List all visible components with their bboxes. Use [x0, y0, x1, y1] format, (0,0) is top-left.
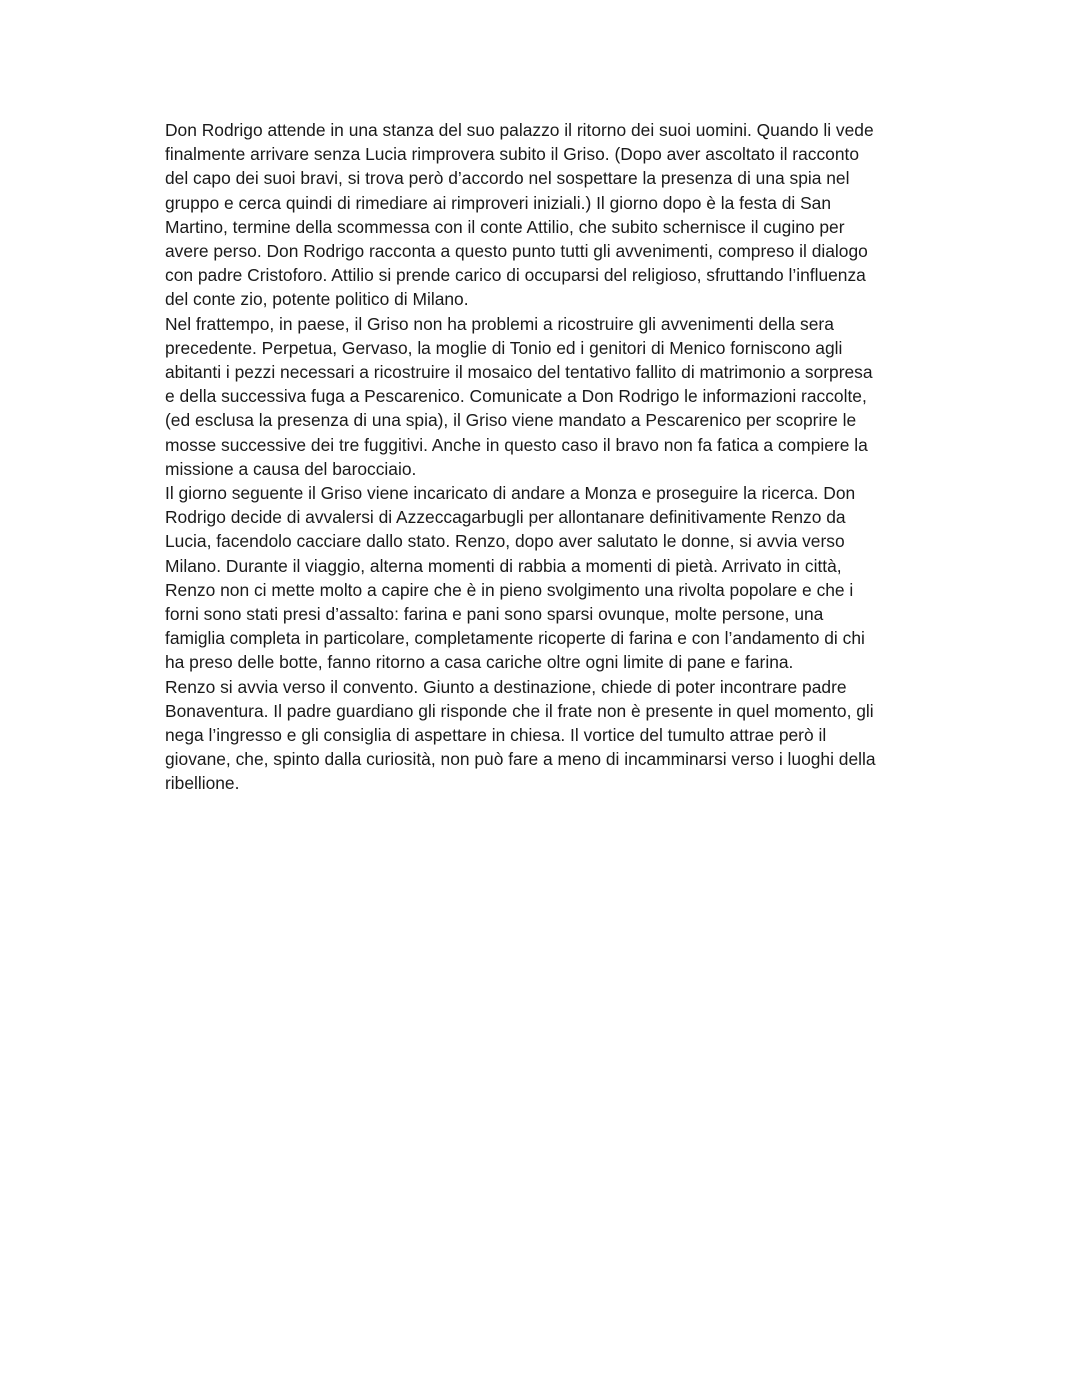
text-line: con padre Cristoforo. Attilio si prende carico di occuparsi del religioso, sfruttando l’influenza [165, 265, 866, 286]
text-line: e della successiva fuga a Pescarenico. Comunicate a Don Rodrigo le informazioni raccolte, [165, 386, 867, 407]
text-line: del capo dei suoi bravi, si trova però d’accordo nel sospettare la presenza di una spia nel [165, 168, 850, 189]
text-line: Nel frattempo, in paese, il Griso non ha problemi a ricostruire gli avvenimenti della sera [165, 313, 834, 334]
text-line: Bonaventura. Il padre guardiano gli risponde che il frate non è presente in quel momento, gli [165, 700, 874, 721]
text-line: ribellione. [165, 773, 240, 794]
body-text [165, 118, 925, 796]
text-line: giovane, che, spinto dalla curiosità, non può fare a meno di incamminarsi verso i luoghi della [165, 749, 876, 770]
text-line: Don Rodrigo attende in una stanza del suo palazzo il ritorno dei suoi uomini. Quando li vede [165, 120, 874, 140]
text-line: (ed esclusa la presenza di una spia), il Griso viene mandato a Pescarenico per scoprire le [165, 410, 857, 431]
text-line: gruppo e cerca quindi di rimediare ai rimproveri iniziali.) Il giorno dopo è la festa di San [165, 192, 832, 213]
text-line: famiglia completa in particolare, completamente ricoperte di farina e con l’andamento di chi [165, 628, 865, 649]
text-line: Renzo non ci mette molto a capire che è in pieno svolgimento una rivolta popolare e che i [165, 579, 854, 600]
text-line: Il giorno seguente il Griso viene incaricato di andare a Monza e proseguire la ricerca. Don [165, 483, 856, 504]
text-line: finalmente arrivare senza Lucia rimprovera subito il Griso. (Dopo aver ascoltato il racconto [165, 144, 859, 165]
text-line: Milano. Durante il viaggio, alterna momenti di rabbia a momenti di pietà. Arrivato in città, [165, 555, 842, 576]
text-line: nega l’ingresso e gli consiglia di aspettare in chiesa. Il vortice del tumulto attrae però il [165, 725, 827, 746]
text-line: ha preso delle botte, fanno ritorno a casa cariche oltre ogni limite di pane e farina. [165, 652, 794, 673]
text-line: Martino, termine della scommessa con il conte Attilio, che subito schernisce il cugino per [165, 216, 845, 237]
text-line: avere perso. Don Rodrigo racconta a questo punto tutti gli avvenimenti, compreso il dialogo [165, 241, 868, 262]
text-line: Rodrigo decide di avvalersi di Azzeccagarbugli per allontanare definitivamente Renzo da [165, 507, 846, 528]
text-line: forni sono stati presi d’assalto: farina e pani sono sparsi ovunque, molte persone, una [165, 604, 824, 625]
text-line: mosse successive dei tre fuggitivi. Anche in questo caso il bravo non fa fatica a compiere la [165, 434, 868, 455]
text-line: Renzo si avvia verso il convento. Giunto a destinazione, chiede di poter incontrare padre [165, 676, 847, 697]
text-line: del conte zio, potente politico di Milano. [165, 289, 469, 310]
text-line: missione a causa del barocciaio. [165, 458, 417, 479]
text-line: precedente. Perpetua, Gervaso, la moglie di Tonio ed i genitori di Menico forniscono agli [165, 337, 843, 358]
text-line: abitanti i pezzi necessari a ricostruire il mosaico del tentativo fallito di matrimonio a sorpresa [165, 362, 873, 383]
text-line: Lucia, facendolo cacciare dallo stato. Renzo, dopo aver salutato le donne, si avvia verso [165, 531, 845, 552]
